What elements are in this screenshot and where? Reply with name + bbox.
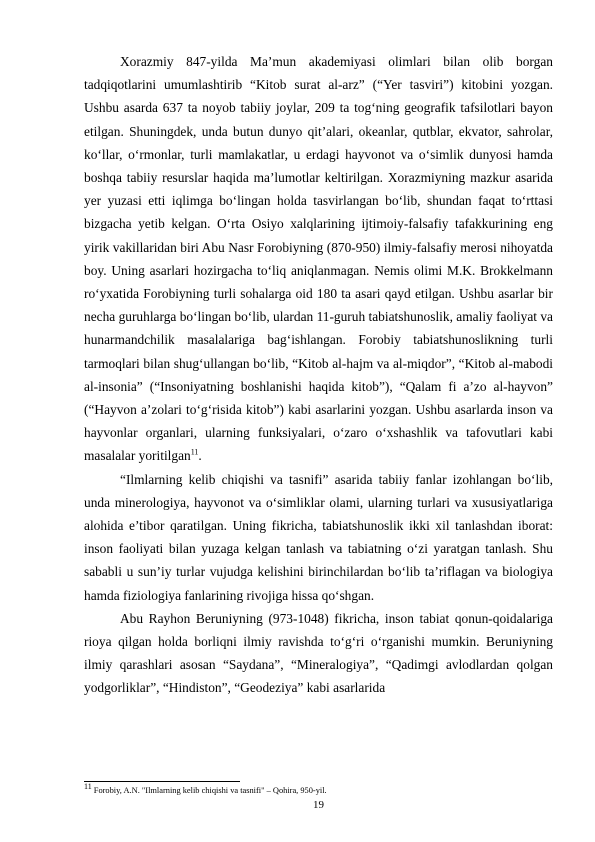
- paragraph-2: “Ilmlarning kelib chiqishi va tasnifi” asarida tabiiy fanlar izohlangan bo‘lib, unda minerologiya, hayvonot va o‘simliklar olami, ularning turlari va xususiyatlariga alohida e’tibor qaratilgan. Uning fikricha, tabiatshunoslik ikki xil tanlashdan iborat: inson faoliyati bilan yuzaga kelgan tanlash va tabiatning o‘zi yaratgan tanlash. Shu sababli u sun’iy turlar vujudga kelishini birinchilardan bo‘lib ta’riflagan va biologiya hamda fiziologiya fanlarining rivojiga hissa qo‘shgan.: [84, 471, 553, 603]
- paragraph-3: Abu Rayhon Beruniyning (973-1048) fikricha, inson tabiat qonun-qoidalariga rioya qilgan holda borliqni ilmiy ravishda to‘g‘ri o‘rganishi mumkin. Beruniyning ilmiy qarashlari asosan “Saydana”, “Mineralogiya”, “Qadimgi avlodlardan qolgan yodgorliklar”, “Hindiston”, “Geodeziya” kabi asarlarida: [84, 610, 553, 696]
- body-text: [84, 50, 553, 700]
- footnote: [84, 782, 553, 796]
- footnote-reference[interactable]: 11: [190, 447, 199, 457]
- page-number: 19: [313, 799, 324, 811]
- footnote-separator: [84, 781, 240, 782]
- footnote-text: Forobiy, A.N. "Ilmlarning kelib chiqishi va tasnifi" – Qohira, 950-yil.: [91, 786, 327, 795]
- paragraph-1: [84, 50, 553, 468]
- paragraph-1-text: Xorazmiy 847-yilda Ma’mun akademiyasi olimlari bilan olib borgan tadqiqotlarini umumlashtirib “Kitob surat al-arz” (“Yer tasviri”) kitobini yozgan. Ushbu asarda 637 ta noyob tabiiy joylar, 209 ta tog‘ning geografik tafsilotlari bayon etilgan. Shuningdek, unda butun dunyo qit’alari, okeanlar, qutblar, ekvator, sahrolar, ko‘llar, o‘rmonlar, turli mamlakatlar, u erdagi hayvonot va o‘simlik dunyosi hamda boshqa tabiiy resurslar haqida ma’lumotlar keltirilgan. Xorazmiyning mazkur asarida yer yuzasi etti iqlimga bo‘lingan holda tasvirlangan bo‘lib, shundan faqat to‘rttasi bizgacha yetib kelgan. O‘rta Osiyo xalqlarining ijtimoiy-falsafiy tafakkurining eng yirik vakillaridan biri Abu Nasr Forobiyning (870-950) ilmiy-falsafiy merosi nihoyatda boy. Uning asarlari hozirgacha to‘liq aniqlanmagan. Nemis olimi M.K. Brokkelmann ro‘yxatida Forobiyning turli sohalarga oid 180 ta asari qayd etilgan. Ushbu asarlar bir necha guruhlarga bo‘lingan bo‘lib, ulardan 11-guruh tabiatshunoslik, amaliy faoliyat va hunarmandchilik masalalariga bag‘ishlangan. Forobiy tabiatshunoslikning turli tarmoqlari bilan shug‘ullangan bo‘lib, “Kitob al-hajm va al-miqdor”, “Kitob al-mabodi al-insonia” (“Insoniyatning boshlanishi haqida kitob”), “Qalam fi a’zo al-hayvon” (“Hayvon a’zolari to‘g‘risida kitob”) kabi asarlarini yozgan. Ushbu asarlarda inson va hayvonlar organlari, ularning funksiyalari, o‘zaro o‘xshashlik va tafovutlari kabi masalalar yoritilgan: [84, 54, 553, 464]
- paragraph-1-tail: .: [198, 448, 202, 464]
- footnote-number: 11: [84, 782, 92, 792]
